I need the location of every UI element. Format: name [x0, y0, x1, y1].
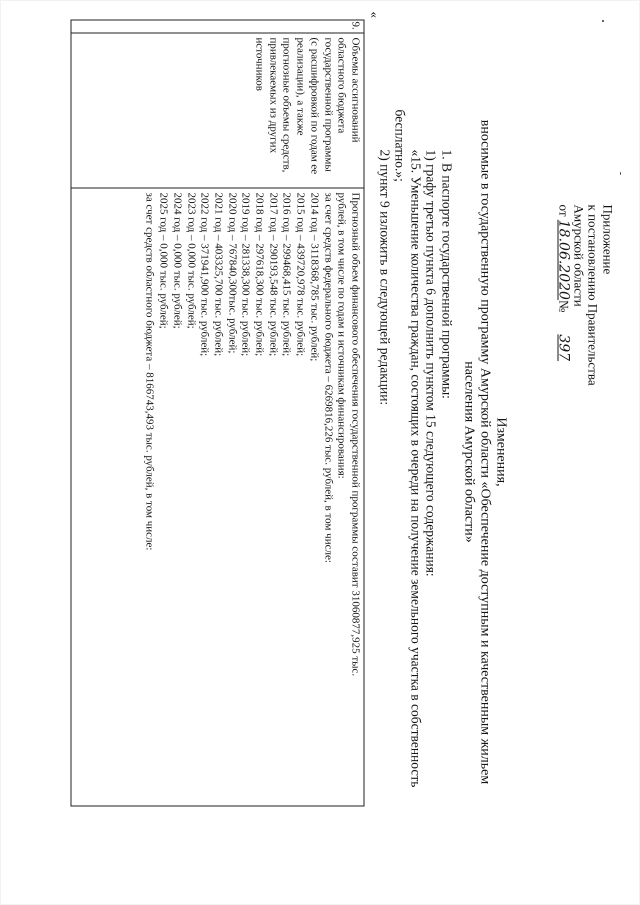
rotated-document-page	[1, 0, 640, 905]
value-line: за счет средств областного бюджета – 8166743,493 тыс. рублей, в том числе:	[143, 192, 156, 551]
appendix-block	[557, 205, 615, 565]
paragraph-4: бесплатно.»;	[393, 109, 408, 182]
value-line: 2021 год – 403325,700 тыс. рублей;	[212, 192, 225, 357]
label-line: Объемы ассигнований	[349, 37, 362, 143]
label-line: источников	[253, 37, 266, 91]
title-line-3: населения Амурской области»	[461, 361, 477, 543]
passport-table	[71, 20, 365, 807]
value-line: 2014 год – 3118368,785 тыс. рублей;	[308, 192, 321, 362]
appendix-date-line	[557, 205, 572, 565]
label-line: областного бюджета	[335, 37, 348, 134]
opening-quote: «	[367, 11, 383, 18]
handwritten-number: 397	[556, 334, 572, 362]
paragraph-2: 1) графу третью пункта 6 дополнить пунктом 15 следующего содержания:	[424, 149, 439, 577]
table-label-cell	[72, 34, 364, 189]
document-title	[461, 0, 509, 905]
value-line: 2023 год – 0,000 тыс. рублей;	[185, 192, 198, 329]
value-line: рублей, в том числе по годам и источникам финансирования:	[335, 192, 348, 479]
label-line: государственной программы	[322, 37, 335, 172]
table-row-number: 9.	[72, 21, 364, 34]
value-line: за счет средств федерального бюджета – 6269816,226 тыс. рублей, в том числе:	[322, 192, 335, 563]
paragraph-5: 2) пункт 9 изложить в следующей редакции:	[377, 149, 393, 406]
table-value-cell	[72, 189, 364, 806]
appendix-resolution-line: к постановлению Правительства	[586, 204, 601, 386]
body-paragraphs	[377, 110, 455, 870]
paragraph-1: 1. В паспорте государственной программы:	[439, 149, 455, 399]
label-line: прогнозные объемы средств,	[280, 37, 293, 173]
value-line: 2024 год – 0,000 тыс. рублей;	[171, 192, 184, 329]
label-line: реализации), а также	[294, 37, 307, 136]
appendix-heading: Приложение	[600, 204, 616, 275]
value-line: 2025 год – 0,000 тыс. рублей;	[157, 192, 170, 329]
value-line: 2018 год – 297618,300 тыс. рублей;	[253, 192, 266, 357]
appendix-region-line: Амурской области	[571, 204, 587, 307]
handwritten-date: 18.06.2020	[556, 219, 572, 300]
scan-speck	[602, 20, 604, 22]
label-line: (с расшифровкой по годам ее	[308, 37, 321, 175]
value-line: 2017 год – 290193,548 тыс. рублей;	[267, 192, 280, 357]
value-line: 2016 год – 299468,415 тыс. рублей;	[280, 192, 293, 357]
title-line-2: вносимые в государственную программу Амурской области «Обеспечение доступным и качественным жильем	[477, 119, 493, 785]
title-line-1: Изменения,	[493, 417, 509, 487]
label-line: привлекаемых из других	[267, 37, 280, 154]
paragraph-3: «15. Уменьшение количества граждан, состоящих в очереди на получение земельного участка в собственность	[408, 149, 424, 788]
appendix-from-label: от	[557, 204, 572, 217]
value-line: Прогнозный объем финансового обеспечения государственной программы составит 31060877,925 тыс.	[349, 192, 362, 677]
value-line: 2020 год – 767840,300тыс. рублей;	[226, 192, 239, 354]
number-sign: №	[557, 299, 572, 313]
value-line: 2015 год – 439720,978 тыс. рублей;	[294, 192, 307, 357]
scan-speck	[620, 172, 621, 175]
value-line: 2019 год – 281338,300 тыс. рублей;	[239, 192, 252, 357]
value-line: 2022 год – 371941,900 тыс. рублей;	[198, 192, 211, 357]
